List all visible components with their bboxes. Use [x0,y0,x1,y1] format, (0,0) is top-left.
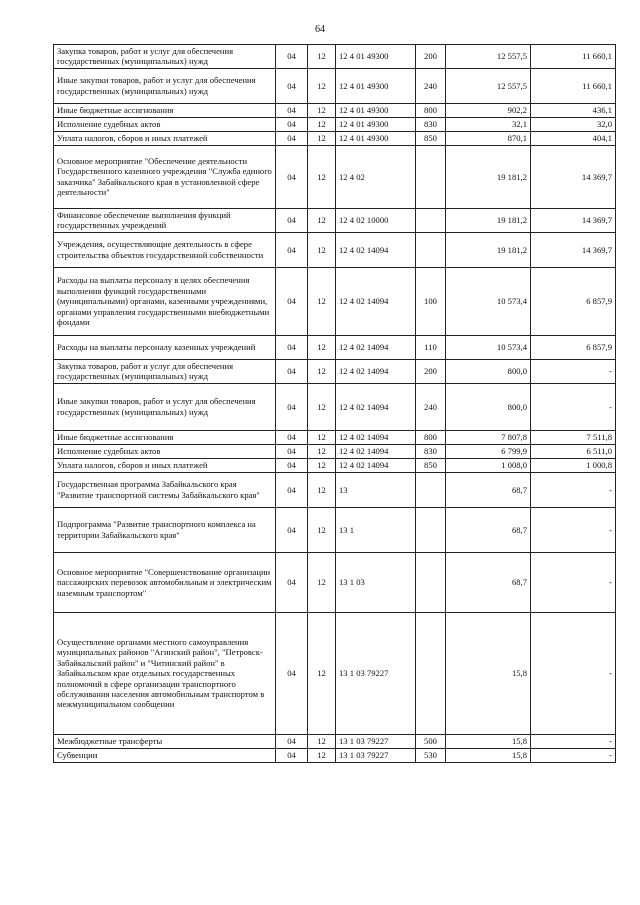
row-name-cell: Основное мероприятие "Совершенствование организации пассажирских перевозок автомобильным и электрическим наземным транспортом" [54,552,276,612]
row-subsection-cell: 12 [308,748,336,762]
row-section-cell: 04 [276,335,308,359]
row-amount-executed-cell: 6 511,0 [531,444,616,458]
table-row [54,734,616,748]
row-name-cell: Исполнение судебных актов [54,444,276,458]
row-section-cell: 04 [276,45,308,69]
budget-table-body [54,45,616,763]
row-subsection-cell: 12 [308,552,336,612]
row-amount-planned-cell: 19 181,2 [446,145,531,208]
row-section-cell: 04 [276,552,308,612]
row-amount-planned-cell: 1 008,0 [446,458,531,472]
row-target-article-cell: 12 4 02 14094 [336,335,416,359]
row-amount-executed-cell: 11 660,1 [531,68,616,103]
row-expense-type-cell: 830 [416,117,446,131]
row-amount-executed-cell: 6 857,9 [531,267,616,335]
row-name-cell: Расходы на выплаты персоналу в целях обеспечения выполнения функций государственными (муниципальными) органами, казенными учреждениями, органами управления государственными внебюджетными фондами [54,267,276,335]
table-row [54,552,616,612]
row-section-cell: 04 [276,68,308,103]
row-expense-type-cell: 530 [416,748,446,762]
row-name-cell: Иные бюджетные ассигнования [54,103,276,117]
row-section-cell: 04 [276,267,308,335]
row-subsection-cell: 12 [308,458,336,472]
row-name-cell: Финансовое обеспечение выполнения функций государственных учреждений [54,208,276,232]
row-amount-planned-cell: 15,8 [446,748,531,762]
row-expense-type-cell [416,507,446,552]
budget-table [53,44,616,763]
row-subsection-cell: 12 [308,734,336,748]
row-target-article-cell: 13 1 03 79227 [336,612,416,734]
row-name-cell: Закупка товаров, работ и услуг для обеспечения государственных (муниципальных) нужд [54,359,276,383]
row-name-cell: Государственная программа Забайкальского края "Развитие транспортной системы Забайкальского края" [54,472,276,507]
row-amount-executed-cell: 11 660,1 [531,45,616,69]
row-amount-executed-cell: 404,1 [531,131,616,145]
row-section-cell: 04 [276,472,308,507]
row-expense-type-cell [416,208,446,232]
row-expense-type-cell [416,612,446,734]
row-amount-executed-cell: - [531,472,616,507]
row-amount-executed-cell: 7 511,8 [531,430,616,444]
row-amount-executed-cell: - [531,507,616,552]
row-section-cell: 04 [276,359,308,383]
row-expense-type-cell: 850 [416,131,446,145]
table-row [54,430,616,444]
row-section-cell: 04 [276,748,308,762]
row-subsection-cell: 12 [308,359,336,383]
row-target-article-cell: 12 4 02 14094 [336,232,416,267]
row-target-article-cell: 13 [336,472,416,507]
row-amount-planned-cell: 6 799,9 [446,444,531,458]
row-target-article-cell: 12 4 01 49300 [336,103,416,117]
row-amount-executed-cell: - [531,383,616,430]
row-amount-executed-cell: - [531,612,616,734]
row-subsection-cell: 12 [308,267,336,335]
row-amount-planned-cell: 902,2 [446,103,531,117]
row-amount-planned-cell: 32,1 [446,117,531,131]
row-subsection-cell: 12 [308,103,336,117]
row-amount-planned-cell: 68,7 [446,507,531,552]
row-amount-executed-cell: - [531,748,616,762]
row-amount-executed-cell: 14 369,7 [531,208,616,232]
row-section-cell: 04 [276,444,308,458]
row-amount-planned-cell: 10 573,4 [446,335,531,359]
row-target-article-cell: 12 4 02 14094 [336,444,416,458]
row-subsection-cell: 12 [308,472,336,507]
row-section-cell: 04 [276,507,308,552]
row-expense-type-cell [416,145,446,208]
row-expense-type-cell [416,552,446,612]
row-expense-type-cell: 850 [416,458,446,472]
row-subsection-cell: 12 [308,45,336,69]
row-amount-planned-cell: 19 181,2 [446,232,531,267]
row-section-cell: 04 [276,430,308,444]
row-amount-executed-cell: 14 369,7 [531,232,616,267]
row-name-cell: Иные закупки товаров, работ и услуг для обеспечения государственных (муниципальных) нужд [54,68,276,103]
row-expense-type-cell: 800 [416,103,446,117]
row-name-cell: Осуществление органами местного самоуправления муниципальных районов "Агинский район", "Петровск-Забайкальский район" и "Читинский район" в Забайкальском крае отдельных государственных полномочий в сфере организации транспортного обслуживания населения автомобильным транспортом в межмуниципальном сообщении [54,612,276,734]
row-name-cell: Подпрограмма "Развитие транспортного комплекса на территории Забайкальского края" [54,507,276,552]
row-amount-planned-cell: 800,0 [446,383,531,430]
table-row [54,103,616,117]
row-expense-type-cell: 800 [416,430,446,444]
row-target-article-cell: 13 1 03 [336,552,416,612]
row-target-article-cell: 12 4 02 [336,145,416,208]
row-subsection-cell: 12 [308,507,336,552]
row-amount-executed-cell: 436,1 [531,103,616,117]
row-name-cell: Основное мероприятие "Обеспечение деятельности Государственного казенного учреждения "Служба единого заказчика" Забайкальского края в установленной сфере деятельности" [54,145,276,208]
table-row [54,208,616,232]
table-row [54,748,616,762]
row-target-article-cell: 13 1 03 79227 [336,748,416,762]
table-row [54,359,616,383]
row-section-cell: 04 [276,117,308,131]
table-row [54,472,616,507]
row-subsection-cell: 12 [308,612,336,734]
row-section-cell: 04 [276,734,308,748]
row-subsection-cell: 12 [308,68,336,103]
row-subsection-cell: 12 [308,131,336,145]
row-amount-planned-cell: 15,8 [446,612,531,734]
row-expense-type-cell [416,472,446,507]
row-target-article-cell: 12 4 02 14094 [336,383,416,430]
row-subsection-cell: 12 [308,232,336,267]
row-expense-type-cell: 500 [416,734,446,748]
row-section-cell: 04 [276,612,308,734]
row-name-cell: Уплата налогов, сборов и иных платежей [54,458,276,472]
table-row [54,145,616,208]
row-name-cell: Иные бюджетные ассигнования [54,430,276,444]
row-section-cell: 04 [276,458,308,472]
table-row [54,444,616,458]
table-row [54,383,616,430]
row-amount-planned-cell: 7 807,8 [446,430,531,444]
row-subsection-cell: 12 [308,145,336,208]
row-section-cell: 04 [276,208,308,232]
row-subsection-cell: 12 [308,430,336,444]
row-target-article-cell: 12 4 02 10000 [336,208,416,232]
row-amount-planned-cell: 800,0 [446,359,531,383]
row-subsection-cell: 12 [308,117,336,131]
row-amount-executed-cell: - [531,359,616,383]
row-target-article-cell: 12 4 01 49300 [336,45,416,69]
row-expense-type-cell: 240 [416,68,446,103]
table-row [54,117,616,131]
row-subsection-cell: 12 [308,335,336,359]
row-amount-planned-cell: 870,1 [446,131,531,145]
row-amount-executed-cell: - [531,734,616,748]
row-amount-executed-cell: 6 857,9 [531,335,616,359]
table-row [54,131,616,145]
row-name-cell: Иные закупки товаров, работ и услуг для обеспечения государственных (муниципальных) нужд [54,383,276,430]
row-expense-type-cell: 830 [416,444,446,458]
row-expense-type-cell: 110 [416,335,446,359]
row-section-cell: 04 [276,232,308,267]
row-amount-executed-cell: - [531,552,616,612]
row-name-cell: Субвенции [54,748,276,762]
row-subsection-cell: 12 [308,444,336,458]
table-row [54,507,616,552]
row-target-article-cell: 12 4 01 49300 [336,117,416,131]
row-name-cell: Закупка товаров, работ и услуг для обеспечения государственных (муниципальных) нужд [54,45,276,69]
table-row [54,68,616,103]
row-subsection-cell: 12 [308,383,336,430]
row-amount-planned-cell: 19 181,2 [446,208,531,232]
row-name-cell: Уплата налогов, сборов и иных платежей [54,131,276,145]
row-expense-type-cell: 200 [416,359,446,383]
row-amount-planned-cell: 12 557,5 [446,68,531,103]
row-expense-type-cell: 200 [416,45,446,69]
row-name-cell: Расходы на выплаты персоналу казенных учреждений [54,335,276,359]
row-target-article-cell: 13 1 03 79227 [336,734,416,748]
row-amount-planned-cell: 15,8 [446,734,531,748]
row-target-article-cell: 12 4 01 49300 [336,131,416,145]
row-expense-type-cell: 100 [416,267,446,335]
row-section-cell: 04 [276,383,308,430]
row-subsection-cell: 12 [308,208,336,232]
row-name-cell: Межбюджетные трансферты [54,734,276,748]
row-name-cell: Исполнение судебных актов [54,117,276,131]
row-target-article-cell: 12 4 02 14094 [336,430,416,444]
row-amount-executed-cell: 32,0 [531,117,616,131]
row-expense-type-cell: 240 [416,383,446,430]
table-row [54,612,616,734]
row-amount-executed-cell: 14 369,7 [531,145,616,208]
row-amount-planned-cell: 12 557,5 [446,45,531,69]
row-target-article-cell: 13 1 [336,507,416,552]
row-section-cell: 04 [276,131,308,145]
row-target-article-cell: 12 4 02 14094 [336,267,416,335]
page-number: 64 [315,24,325,35]
table-row [54,458,616,472]
row-expense-type-cell [416,232,446,267]
row-target-article-cell: 12 4 01 49300 [336,68,416,103]
row-name-cell: Учреждения, осуществляющие деятельность в сфере строительства объектов государственной собственности [54,232,276,267]
table-row [54,232,616,267]
table-row [54,335,616,359]
row-target-article-cell: 12 4 02 14094 [336,359,416,383]
row-section-cell: 04 [276,145,308,208]
row-section-cell: 04 [276,103,308,117]
row-amount-planned-cell: 10 573,4 [446,267,531,335]
row-amount-executed-cell: 1 000,8 [531,458,616,472]
table-row [54,267,616,335]
table-row [54,45,616,69]
row-amount-planned-cell: 68,7 [446,472,531,507]
row-amount-planned-cell: 68,7 [446,552,531,612]
row-target-article-cell: 12 4 02 14094 [336,458,416,472]
